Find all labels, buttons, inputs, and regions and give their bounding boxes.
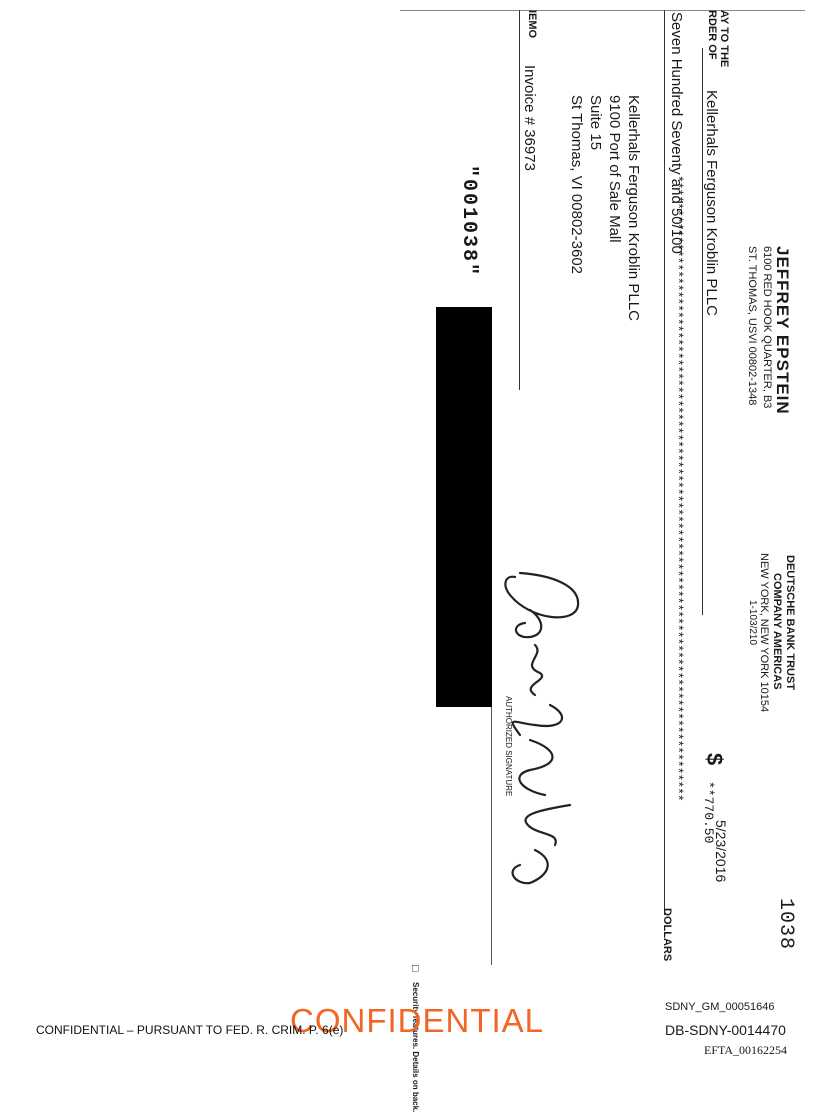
bank-routing-fraction: 1-103/210	[747, 600, 758, 646]
payee-address-line1: Kellerhals Ferguson Kroblin PLLC	[625, 95, 642, 321]
payee-address-line2: 9100 Port of Sale Mall	[606, 95, 623, 243]
pay-to-label-line1: AY TO THE	[718, 10, 730, 68]
bates-id-gm: SDNY_GM_00051646	[665, 1001, 775, 1013]
written-amount: Seven Hundred Seventy and 50/100	[668, 12, 685, 254]
bank-name-line2: COMPANY AMERICAS	[771, 573, 783, 690]
payee-underline	[702, 48, 703, 615]
confidential-stamp: CONFIDENTIAL	[290, 1002, 545, 1039]
payee-address-line3: Suite 15	[587, 95, 604, 151]
drawer-address-line1: 6100 RED HOOK QUARTER, B3	[761, 246, 773, 409]
dollar-sign: $	[702, 753, 727, 766]
check-amount: **770.50	[701, 781, 716, 844]
security-features-note: Security features. Details on back.	[411, 982, 420, 1112]
payee-name: Kellerhals Ferguson Kroblin PLLC	[703, 90, 720, 316]
pursuant-footer-text: CONFIDENTIAL – PURSUANT TO FED. R. CRIM. P. 6(e)	[36, 1023, 344, 1037]
memo-label: IEMO	[526, 10, 538, 39]
drawer-name: JEFFREY EPSTEIN	[773, 246, 792, 415]
micr-check-number: "001038"	[457, 165, 480, 278]
bank-city-line: NEW YORK, NEW YORK 10154	[758, 553, 770, 713]
bates-id-db: DB-SDNY-0014470	[665, 1022, 786, 1038]
payee-address-line4: St Thomas, VI 00802-3602	[568, 95, 585, 275]
written-amount-fill-stars: ********************************************************************************************	[670, 175, 685, 801]
check-date: 5/23/2016	[713, 820, 729, 883]
check-left-edge	[400, 10, 805, 11]
dollars-label: DOLLARS	[661, 908, 673, 962]
memo-underline	[519, 10, 520, 390]
drawer-address-line2: ST. THOMAS, USVI 00802-1348	[746, 246, 758, 406]
authorized-signature-label: AUTHORIZED SIGNATURE	[504, 696, 513, 797]
written-amount-underline	[664, 10, 665, 915]
bank-name-line1: DEUTSCHE BANK TRUST	[784, 555, 796, 691]
redaction-box	[436, 307, 492, 707]
padlock-icon: □	[409, 965, 421, 972]
check-number: 1038	[774, 898, 797, 951]
bates-id-efta: EFTA_00162254	[704, 1043, 788, 1057]
pay-to-label-line2: RDER OF	[706, 10, 718, 60]
memo-text: Invoice # 36973	[521, 65, 538, 171]
